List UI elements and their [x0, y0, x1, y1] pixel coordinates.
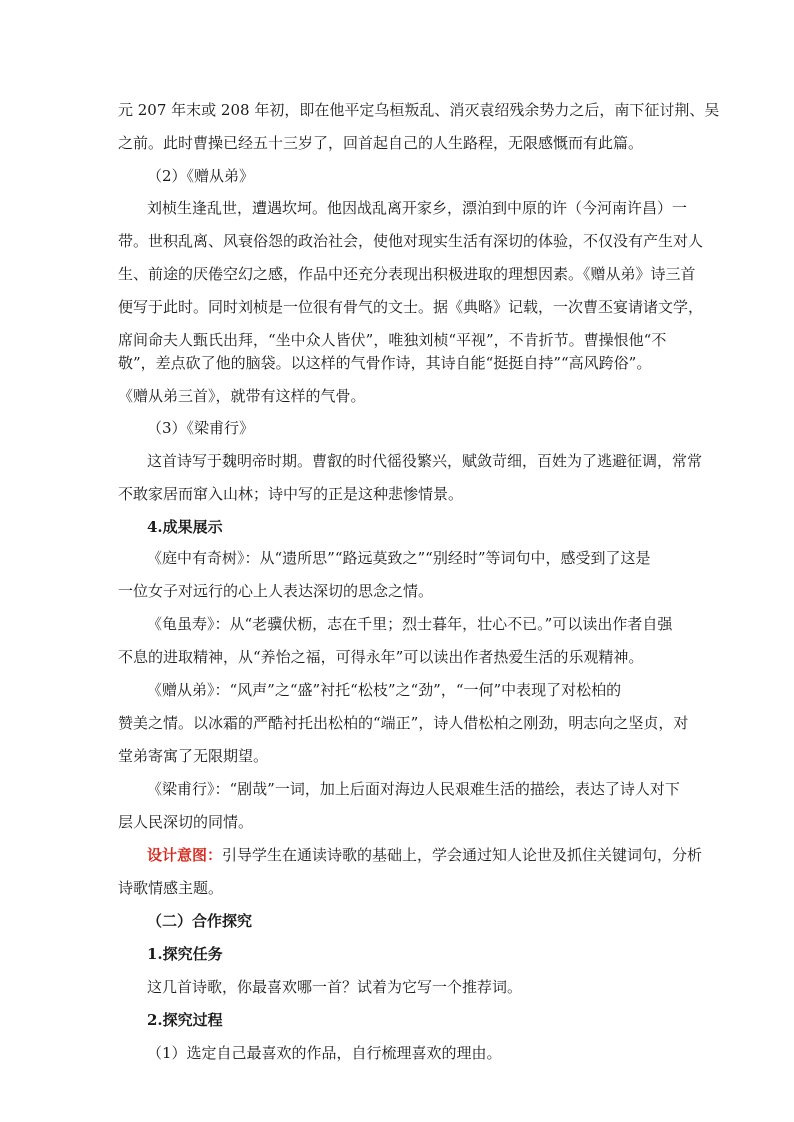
paragraph-line: 生、前途的厌倦空幻之感，作品中还充分表现出积极进取的理想因素。《赠从弟》诗三首	[118, 265, 696, 283]
design-intent-line	[0, 845, 794, 865]
design-intent-label: 设计意图：	[147, 846, 223, 864]
paragraph-line: 席间命夫人甄氏出拜，“坐中众人皆伏”，唯独刘桢“平视”，不肯折节。曹操恨他“不	[118, 331, 667, 349]
paragraph-line: 层人民深切的同情。	[118, 813, 254, 831]
paragraph-line: 这几首诗歌，你最喜欢哪一首？试着为它写一个推荐词。	[147, 978, 523, 996]
results-heading: 4.成果展示	[147, 518, 223, 536]
coop-heading: （二）合作探究	[147, 912, 253, 930]
paragraph-line: 敬”，差点砍了他的脑袋。以这样的气骨作诗，其诗自能“挺挺自持”“高风跨俗”。	[118, 354, 652, 372]
section-heading: （2）《赠从弟》	[147, 167, 255, 185]
paragraph-line: 不息的进取精神，从“养怡之福，可得永年”可以读出作者热爱生活的乐观精神。	[118, 648, 644, 666]
paragraph-line: 赞美之情。以冰霜的严酷衬托出松柏的“端正”，诗人借松柏之刚劲，明志向之坚贞，对	[118, 714, 689, 732]
paragraph-line: 《赠从弟三首》，就带有这样的气骨。	[118, 387, 366, 405]
paragraph-line: 不敢家居而窜入山林；诗中写的正是这种悲惨情景。	[118, 485, 464, 503]
process-heading: 2.探究过程	[147, 1011, 223, 1029]
paragraph-line: 带。世积乱离、风衰俗怨的政治社会，使他对现实生活有深切的体验，不仅没有产生对人	[118, 232, 704, 250]
paragraph-line: 这首诗写于魏明帝时期。曹叡的时代徭役繁兴，赋敛苛细，百姓为了逃避征调，常常	[147, 452, 703, 470]
paragraph-line: 《龟虽寿》：从“老骥伏枥，志在千里；烈士暮年，壮心不已。”可以读出作者自强	[147, 615, 673, 633]
paragraph-line: 之前。此时曹操已经五十三岁了，回首起自己的人生路程，无限感慨而有此篇。	[118, 134, 644, 152]
paragraph-line: 元 207 年末或 208 年初，即在他平定乌桓叛乱、消灭袁绍残余势力之后，南下征讨荆、吴	[118, 101, 720, 119]
paragraph-line: 《梁甫行》：“剧哉”一词，加上后面对海边人民艰难生活的描绘，表达了诗人对下	[147, 780, 680, 798]
section-heading: （3）《梁甫行》	[147, 419, 255, 437]
paragraph-line: 《庭中有奇树》：从“遗所思”“路远莫致之”“别经时”等词句中，感受到了这是	[147, 549, 651, 567]
design-intent-text: 引导学生在通读诗歌的基础上，学会通过知人论世及抓住关键词句，分析	[222, 846, 703, 864]
paragraph-line: 堂弟寄寓了无限期望。	[118, 747, 269, 765]
paragraph-line: 刘桢生逢乱世，遭遇坎坷。他因战乱离开家乡，漂泊到中原的许（今河南许昌）一	[147, 199, 688, 217]
paragraph-line: 《赠从弟》：“风声”之“盛”衬托“松枝”之“劲”，“一何”中表现了对松柏的	[147, 681, 622, 699]
paragraph-line: （1）选定自己最喜欢的作品，自行梳理喜欢的理由。	[147, 1044, 502, 1062]
paragraph-line: 便写于此时。同时刘桢是一位很有骨气的文士。据《典略》记载，一次曹丕宴请诸文学，	[118, 298, 704, 316]
paragraph-line: 诗歌情感主题。	[118, 879, 224, 897]
paragraph-line: 一位女子对远行的心上人表达深切的思念之情。	[118, 582, 434, 600]
task-heading: 1.探究任务	[147, 945, 223, 963]
